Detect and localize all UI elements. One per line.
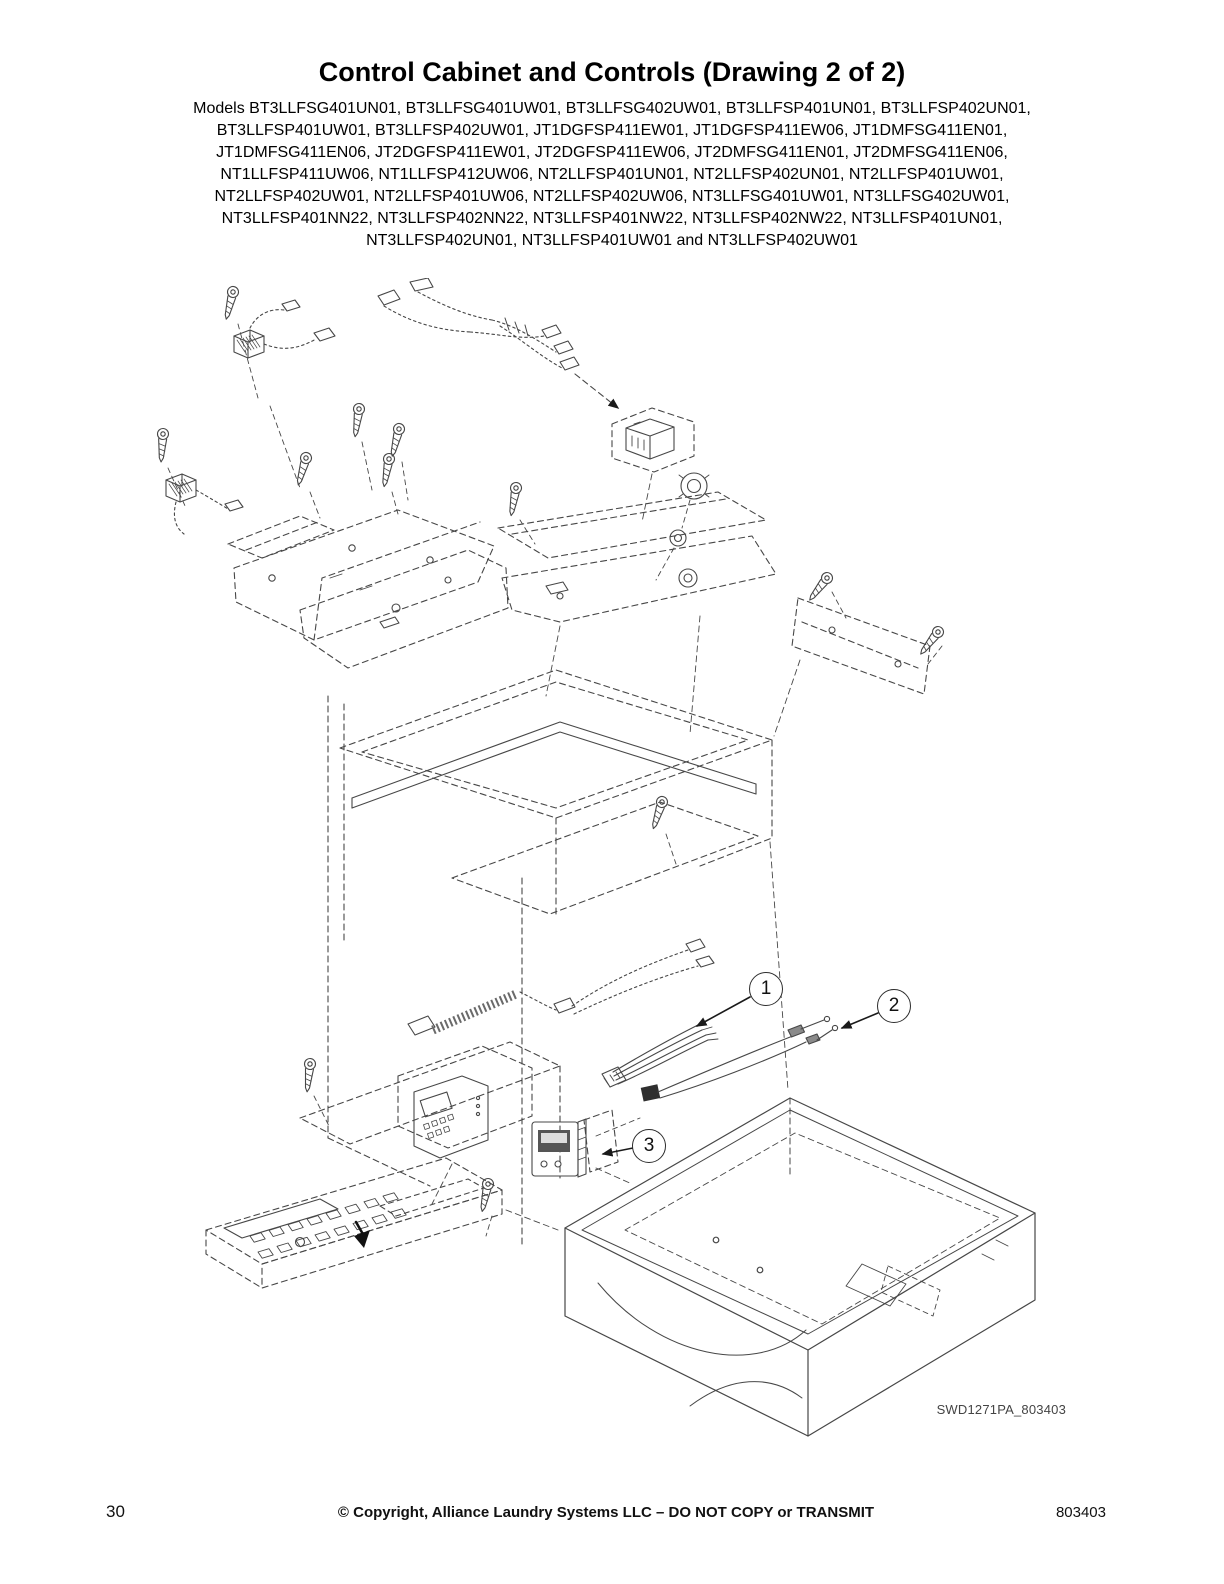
page-header: [0, 0, 1224, 252]
console-panel: [206, 1158, 502, 1288]
models-line: NT3LLFSP402UN01, NT3LLFSP401UW01 and NT3LLFSP402UW01: [366, 232, 858, 249]
page-footer: [0, 1502, 1224, 1522]
timer-control: [532, 1110, 640, 1177]
wire-ribbon: [408, 939, 714, 1035]
models-line: BT3LLFSP401UW01, BT3LLFSP402UW01, JT1DGFSP411EW01, JT1DGFSP411EW06, JT1DMFSG411EN01,: [216, 122, 1008, 139]
callout-3-number: 3: [643, 1135, 655, 1156]
control-board: [398, 1046, 532, 1158]
mounting-brackets: [228, 510, 508, 668]
callout-1: [749, 972, 783, 1006]
drawing-id: SWD1271PA_803403: [936, 1402, 1066, 1417]
models-line: Models BT3LLFSG401UN01, BT3LLFSG401UW01, BT3LLFSG402UW01, BT3LLFSP401UN01, BT3LLFSP402UN01,: [193, 100, 1031, 117]
copyright-text: © Copyright, Alliance Laundry Systems LLC – DO NOT COPY or TRANSMIT: [337, 1504, 875, 1521]
callout-2-number: 2: [888, 995, 900, 1016]
page-title: Control Cabinet and Controls (Drawing 2 of 2): [318, 57, 906, 87]
contactor: [575, 374, 694, 472]
exploded-diagram: [0, 278, 1224, 1438]
models-line: NT3LLFSP401NN22, NT3LLFSP402NN22, NT3LLFSP401NW22, NT3LLFSP402NW22, NT3LLFSP401UN01,: [221, 210, 1003, 227]
models-line: NT1LLFSP411UW06, NT1LLFSP412UW06, NT2LLFSP401UN01, NT2LLFSP402UN01, NT2LLFSP401UW01,: [220, 166, 1004, 183]
grommet-and-nut: [656, 473, 709, 580]
alignment-lines: [432, 474, 800, 1230]
right-bracket: [792, 598, 930, 694]
models-line: NT2LLFSP402UW01, NT2LLFSP401UW06, NT2LLFSP402UW06, NT3LLFSG401UW01, NT3LLFSG402UW01,: [214, 188, 1010, 205]
transformer-assembly-top: [234, 300, 335, 358]
leader-lines: [168, 324, 942, 1236]
page-number: 30: [106, 1502, 125, 1521]
diagram-area: [0, 278, 1224, 1438]
screws: [156, 285, 946, 1212]
callout-3: [632, 1129, 666, 1163]
wire-harness-top: [378, 278, 579, 370]
doc-number: 803403: [1055, 1504, 1106, 1521]
models-line: JT1DMFSG411EN06, JT2DGFSP411EW01, JT2DGFSP411EW06, JT2DMFSG411EN01, JT2DMFSG411EN06,: [216, 144, 1008, 161]
callout-1-number: 1: [760, 978, 772, 999]
hood-panels: [498, 492, 776, 622]
callout-2: [877, 989, 911, 1023]
models-list: [0, 98, 1224, 252]
wire-bundle-1: [602, 1021, 718, 1087]
transformer-assembly-left: [166, 474, 243, 534]
mounting-bracket-holes: [269, 545, 451, 628]
channel-bracket: [352, 722, 756, 808]
